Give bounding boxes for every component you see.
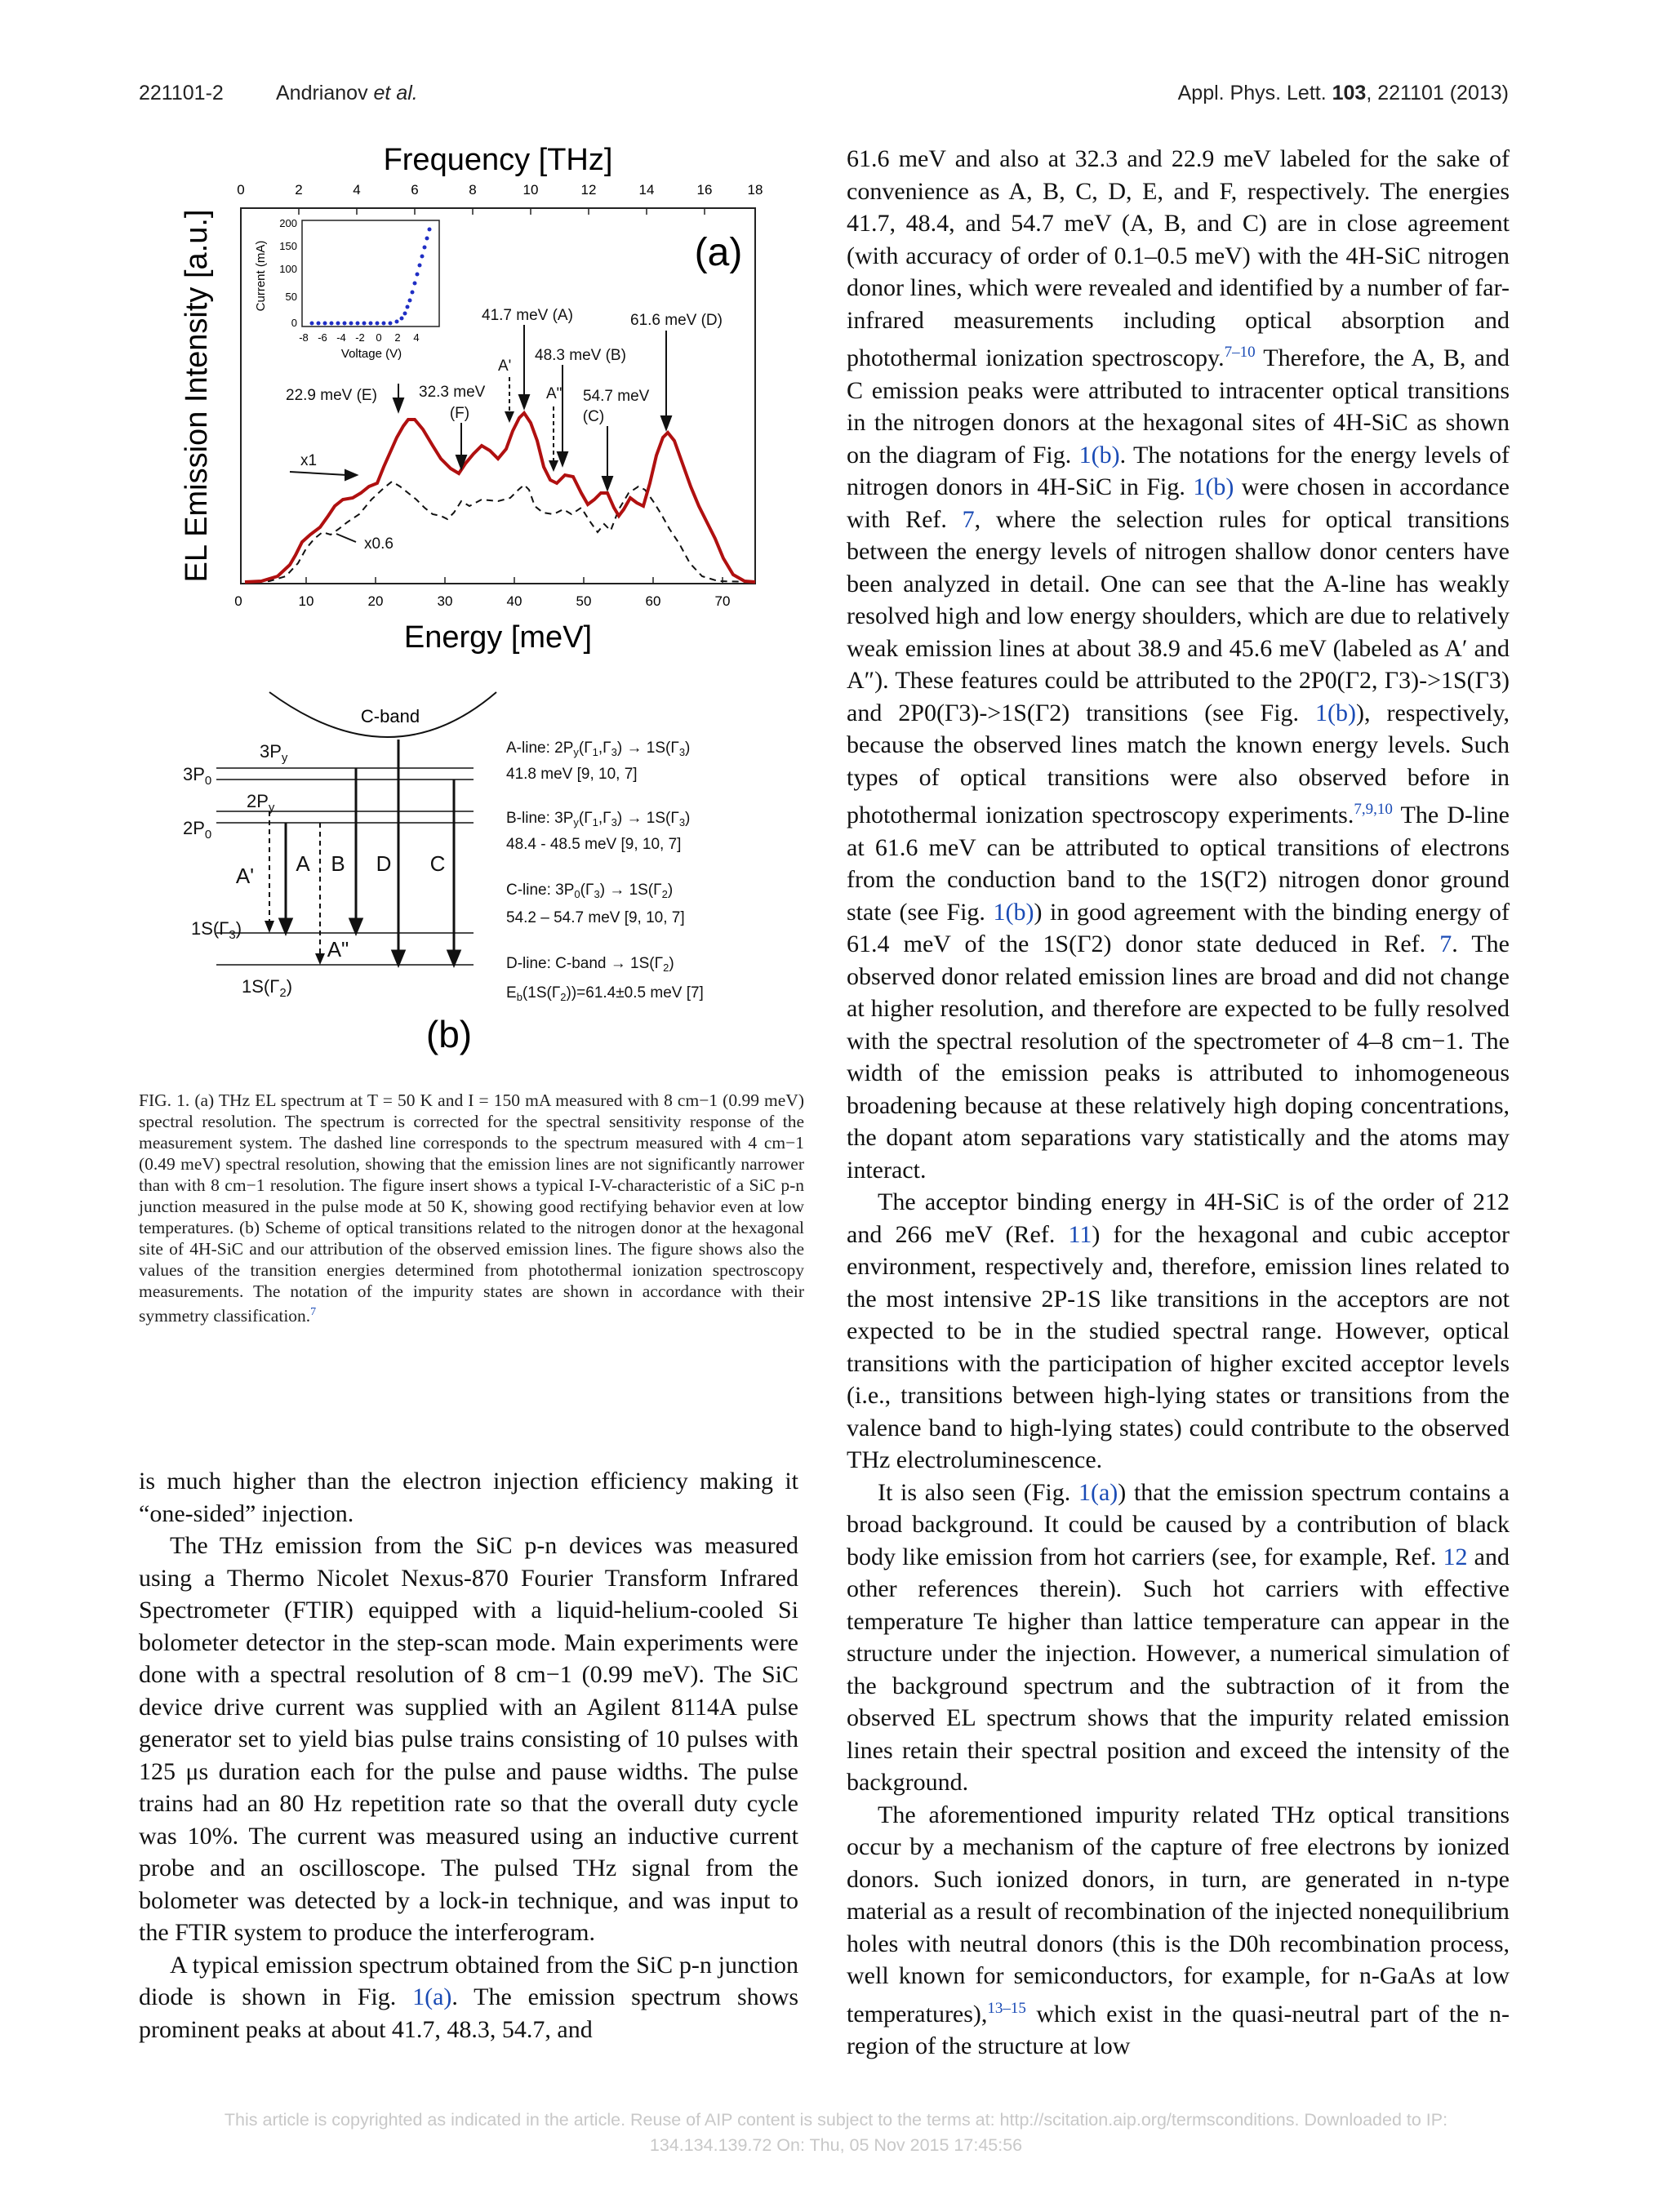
fig-link-1a[interactable]: 1(a) — [412, 1983, 452, 2010]
inset-ytick-200: 200 — [279, 217, 297, 229]
figure-1b — [163, 677, 784, 1065]
d-line-title: D-line: C-band → $1S(\Gamma_2)$ — [506, 955, 674, 974]
left-paragraph-3: A typical emission spectrum obtained from the SiC p-n junction diode is shown in Fig. 1(a). The emission spectrum shows prominent peaks at about 41.7, 48.3, 54.7, and — [139, 1951, 798, 2043]
bottom-tick-5: 50 — [576, 593, 592, 609]
footer-line-1: This article is copyrighted as indicated in the article. Reuse of AIP content is subject to the terms at: http://scitation.aip.org/termsconditions. Downloaded to IP: — [224, 2110, 1448, 2130]
ref-link-7a[interactable]: 7 — [962, 505, 975, 533]
cband-label: C-band — [360, 706, 420, 726]
a-line-title: A-line: $2P_y(\Gamma_1,\Gamma_3) \to 1S(\Gamma_3)$ — [506, 740, 691, 758]
top-tick-2: 4 — [353, 182, 361, 198]
caption-ref[interactable]: 7 — [310, 1306, 317, 1318]
page-number: 221101-2 — [139, 82, 224, 104]
fig-link-1b-4[interactable]: 1(b) — [993, 898, 1034, 926]
arrow-label-A-prime: A' — [235, 864, 255, 888]
inset-xtick-m6: -6 — [318, 331, 327, 344]
fig-link-1a-2[interactable]: 1(a) — [1078, 1478, 1118, 1506]
inset-xtick-m8: -8 — [299, 331, 309, 344]
arrow-label-B: B — [331, 851, 345, 876]
c-line-value: 54.2 – 54.7 meV [9, 10, 7] — [506, 909, 685, 926]
inset-ytick-150: 150 — [279, 240, 297, 252]
level-1S-gamma3: $1S(\Gamma_3)$ — [191, 918, 242, 942]
label-D: 61.6 meV (D) — [630, 312, 723, 329]
et-al: et al. — [373, 82, 418, 104]
label-E: 22.9 meV (E) — [286, 387, 377, 404]
figure-caption — [139, 1090, 804, 1326]
left-column — [139, 1465, 798, 2045]
arrow-label-A: A — [296, 851, 310, 876]
journal-name: Appl. Phys. Lett. — [1177, 82, 1327, 104]
right-column — [847, 143, 1510, 2063]
arrow-label-A-dprime: A" — [327, 937, 349, 962]
spectrum-8cm-solid — [245, 413, 755, 582]
left-paragraph-2: The THz emission from the SiC p-n devices was measured using a Thermo Nicolet Nexus-870 Fourier Transform Infrared Spectrometer (FTIR) equipped with a liquid-helium-cooled Si bolometer detector in the step-scan mode. Main experiments were done with a spectral resolution of 8 cm−1 (0.99 meV). The SiC device drive current was supplied with an Agilent 8114A pulse generator set to yield bias pulse trains consisting of 10 pulses with 125 μs duration each for the pulse and pause widths. The pulse trains had an 80 Hz repetition rate so that the overall duty cycle was 10%. The current was measured using an inductive current probe and an oscilloscope. The pulsed THz signal from the bolometer was detected by a lock-in technique, and was input to the FTIR system to produce the interferogram. — [139, 1532, 798, 1946]
label-x06: x0.6 — [364, 535, 394, 553]
b-line-value: 48.4 - 48.5 meV [9, 10, 7] — [506, 836, 682, 853]
a-line-value: 41.8 meV [9, 10, 7] — [506, 766, 638, 783]
caption-text: FIG. 1. (a) THz EL spectrum at T = 50 K and I = 150 mA measured with 8 cm−1 (0.99 meV) spectral resolution. The spectrum is corrected for the spectral sensitivity response of the measurement system. The dashed line corresponds to the spectrum measured with 4 cm−1 (0.49 meV) spectral resolution, showing that the emission lines are not significantly narrower than with 8 cm−1 resolution. The figure insert shows a typical I-V-characteristic of a SiC p-n junction measured in the pulse mode at 50 K, showing good rectifying behavior even at low temperatures. (b) Scheme of optical transitions related to the nitrogen donor at the hexagonal site of 4H-SiC and our attribution of the observed emission lines. The figure shows also the values of the transition energies determined from photothermal ionization spectroscopy measurements. The notation of the impurity states are shown in accordance with their symmetry classification. — [139, 1090, 804, 1326]
journal-citation — [1178, 82, 1509, 105]
top-ticks — [237, 182, 763, 198]
inset-xtick-2: 2 — [394, 331, 401, 344]
volume: 103 — [1332, 82, 1367, 104]
top-tick-1: 2 — [295, 182, 303, 198]
ref-link-11[interactable]: 11 — [1068, 1220, 1092, 1248]
ref-link-7b[interactable]: 7 — [1439, 931, 1452, 957]
label-F-name: (F) — [449, 405, 470, 422]
top-tick-6: 12 — [580, 182, 597, 198]
inset-ytick-100: 100 — [279, 263, 297, 275]
top-tick-7: 14 — [638, 182, 655, 198]
ref-13-15[interactable]: 13–15 — [987, 1999, 1026, 2017]
level-3P0: $3P_0$ — [183, 764, 212, 788]
label-x1: x1 — [300, 452, 318, 469]
fig-link-1b-2[interactable]: 1(b) — [1193, 473, 1234, 500]
c-line-title: C-line: $3P_0(\Gamma_3) \to 1S(\Gamma_2)$ — [506, 882, 674, 900]
level-1S-gamma2: $1S(\Gamma_2)$ — [242, 976, 293, 1000]
label-A: 41.7 meV (A) — [482, 307, 573, 324]
figure-1a — [163, 131, 784, 669]
article-number: , 221101 (2013) — [1366, 82, 1509, 104]
level-2P0: $2P_0$ — [183, 818, 212, 842]
bottom-tick-1: 10 — [298, 593, 314, 609]
authors: Andrianov — [276, 82, 368, 104]
inset-xtick-m4: -4 — [336, 331, 346, 344]
label-C-value: 54.7 meV — [583, 388, 650, 405]
label-B: 48.3 meV (B) — [535, 347, 626, 364]
d-line-value: $E_b(1S(\Gamma_2))=61.4\pm 0.5$ meV [7] — [506, 984, 704, 1003]
arrow-label-C: C — [429, 851, 446, 876]
top-tick-0: 0 — [237, 182, 245, 198]
inset-xtick-4: 4 — [413, 331, 420, 344]
b-line-title: B-line: $3P_y(\Gamma_1,\Gamma_3) \to 1S(\Gamma_3)$ — [506, 810, 691, 828]
top-tick-8: 16 — [696, 182, 713, 198]
copyright-footer — [0, 2108, 1672, 2158]
bottom-tick-4: 40 — [506, 593, 522, 609]
right-paragraph-3: It is also seen (Fig. 1(a)) that the emission spectrum contains a broad background. It could be caused by a contribution of black body like emission from hot carriers (see, for example, Ref. 12 and other references therein). Such hot carriers with effective temperature Te higher than lattice temperature can appear in the structure under the injection. However, a numerical simulation of the background spectrum and the subtraction of it from the observed EL spectrum shows that the impurity related emission lines retain their spectral position and exceed the intensity of the background. — [847, 1478, 1510, 1796]
top-tick-3: 6 — [411, 182, 419, 198]
running-authors — [276, 82, 418, 105]
inset-iv-plot — [254, 217, 439, 361]
y-axis-title: EL Emission Intensity [a.u.] — [180, 209, 214, 583]
fig-link-1b-3[interactable]: 1(b) — [1315, 699, 1357, 726]
inset-xtick-0: 0 — [376, 331, 382, 344]
bottom-tick-0: 0 — [234, 593, 242, 609]
right-paragraph-2: The acceptor binding energy in 4H-SiC is of the order of 212 and 266 meV (Ref. 11) for the hexagonal and cubic acceptor environment, respectively and, therefore, emission lines related to the most intensive 2P-1S like transitions in the acceptors are not expected to be in the studied spectral range. However, optical transitions with the participation of higher excited acceptor levels (i.e., transitions between high-lying states or transitions from the valence band to high-lying states) could contribute to the observed THz electroluminescence. — [847, 1188, 1510, 1473]
inset-x-title: Voltage (V) — [340, 347, 402, 361]
top-tick-5: 10 — [522, 182, 539, 198]
top-tick-9: 18 — [747, 182, 763, 198]
label-F-value: 32.3 meV — [419, 384, 486, 401]
spectrum-4cm-dashed — [245, 482, 755, 582]
top-axis-title: Frequency [THz] — [383, 143, 613, 177]
label-A-dprime: A" — [546, 385, 563, 402]
ref-7-10[interactable]: 7–10 — [1224, 344, 1256, 361]
arrow-label-D: D — [376, 851, 392, 876]
left-paragraph-1: is much higher than the electron injection efficiency making it “one-sided” injection. — [139, 1468, 798, 1527]
top-tick-4: 8 — [469, 182, 477, 198]
footer-line-2: 134.134.139.72 On: Thu, 05 Nov 2015 17:45:56 — [649, 2135, 1023, 2155]
fig-link-1b-1[interactable]: 1(b) — [1078, 441, 1120, 469]
bottom-tick-2: 20 — [367, 593, 384, 609]
bottom-tick-6: 60 — [645, 593, 661, 609]
label-A-prime: A' — [498, 358, 512, 375]
ref-7-9-10[interactable]: 7,9,10 — [1354, 801, 1393, 818]
bottom-ticks — [234, 593, 730, 609]
bottom-tick-7: 70 — [714, 593, 731, 609]
panel-label-b: (b) — [425, 1013, 473, 1055]
level-2Py: $2P_y$ — [247, 791, 275, 815]
inset-y-title: Current (mA) — [254, 240, 268, 312]
bottom-axis-title: Energy [meV] — [403, 620, 593, 655]
inset-ytick-50: 50 — [285, 291, 297, 303]
label-C-name: (C) — [582, 408, 605, 425]
right-paragraph-4: The aforementioned impurity related THz optical transitions occur by a mechanism of the capture of free electrons by ionized donors. Such ionized donors, in turn, are generated in n-type material as a result of recombination of the injected nonequilibrium holes with neutral donors (this is the D0h recombination process, well known for semiconductors, for example, for n-GaAs at low temperatures),$^{13-15}$ which exist in the quasi-neutral part of the n-region of the structure at low — [847, 1801, 1510, 2059]
inset-xtick-m2: -2 — [355, 331, 365, 344]
inset-ytick-0: 0 — [291, 317, 297, 329]
ref-link-12[interactable]: 12 — [1443, 1543, 1468, 1570]
right-paragraph-1: 61.6 meV and also at 32.3 and 22.9 meV labeled for the sake of convenience as A, B, C, D, E, and F, respectively. The energies 41.7, 48.4, and 54.7 meV (A, B, and C) are in close agreement (with accuracy of order of 0.1–0.5 meV) with the 4H-SiC nitrogen donor lines, which were revealed and identified by a number of far-infrared measurements including optical absorption and photothermal ionization spectroscopy.$^{7-10}$ Therefore, the A, B, and C emission peaks were attributed to intracenter optical transitions in the nitrogen donors at the hexagonal sites of 4H-SiC as shown on the diagram of Fig. 1(b). The notations for the energy levels of nitrogen donors in 4H-SiC in Fig. 1(b) were chosen in accordance with Ref. 7, where the selection rules for optical transitions between the energy levels of nitrogen shallow donor centers have been analyzed in detail. One can see that the A-line has weakly resolved high and low energy shoulders, which are due to relatively weak emission lines at about 38.9 and 45.6 meV (labeled as A′ and A″). These features could be attributed to the 2P0(Γ2, Γ3)->1S(Γ3) and 2P0(Γ3)->1S(Γ2) transitions (see Fig. 1(b)), respectively, because the observed lines match the known energy levels. Such types of optical transitions were also observed before in photothermal ionization spectroscopy experiments.$^{7,9,10}$ The D-line at 61.6 meV can be attributed to optical transitions of electrons from the conduction band to the 1S(Γ2) nitrogen donor ground state (see Fig. 1(b)) in good agreement with the binding energy of 61.4 meV of the 1S(Γ2) donor state deduced in Ref. 7. The observed donor related emission lines are broad and did not change at higher resolution, and therefore are expected to be fully resolved with the spectral resolution of the spectrometer of 4–8 cm−1. The width of the emission peaks is attributed to inhomogeneous broadening because at these relatively high doping concentrations, the dopant atom separations vary statistically and the atoms may interact. — [847, 145, 1510, 1184]
bottom-tick-3: 30 — [437, 593, 453, 609]
panel-label-a: (a) — [694, 231, 743, 274]
level-3Py: $3P_y$ — [260, 741, 288, 765]
